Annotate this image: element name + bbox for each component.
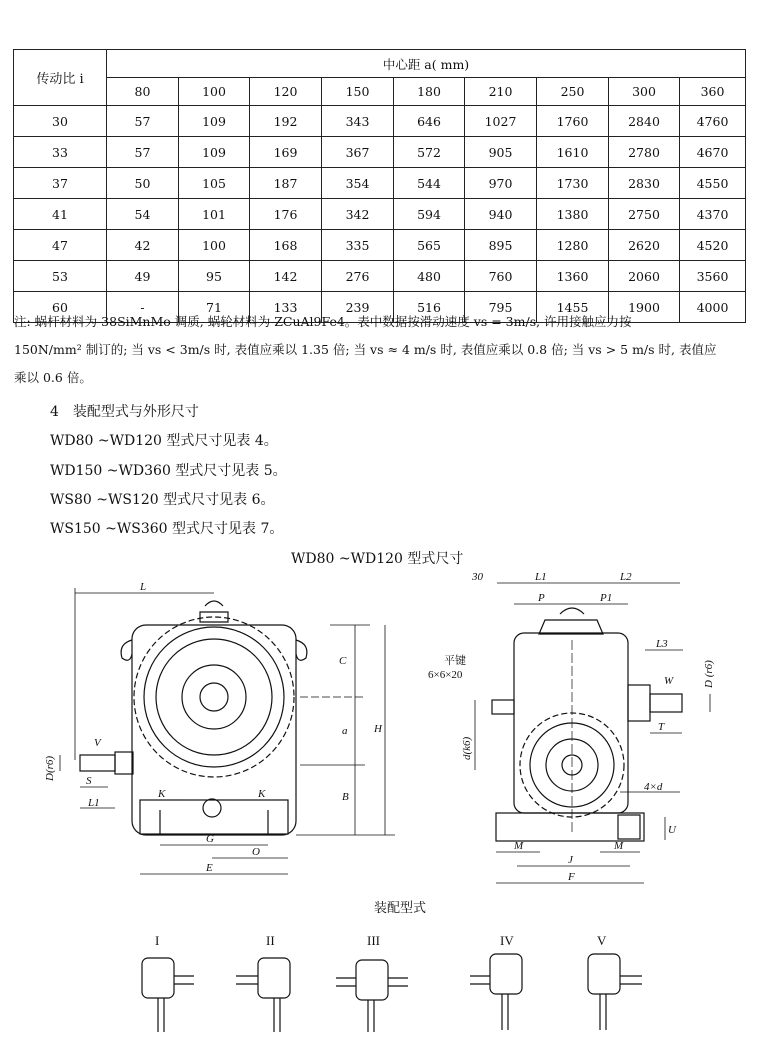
value-cell: 54 (107, 199, 179, 230)
value-cell: 646 (394, 106, 465, 137)
value-cell: 1610 (537, 137, 609, 168)
table-corner: 传动比 i (14, 50, 107, 106)
value-cell: 1900 (609, 292, 680, 323)
value-cell: - (107, 292, 179, 323)
value-cell: 133 (250, 292, 322, 323)
ratio-cell: 60 (14, 292, 107, 323)
value-cell: 795 (465, 292, 537, 323)
value-cell: 100 (179, 230, 250, 261)
column-header: 180 (394, 78, 465, 106)
dim-label: L1 (535, 571, 547, 583)
value-cell: 4760 (680, 106, 746, 137)
value-cell: 565 (394, 230, 465, 261)
value-cell: 480 (394, 261, 465, 292)
value-cell: 109 (179, 137, 250, 168)
value-cell: 187 (250, 168, 322, 199)
value-cell: 516 (394, 292, 465, 323)
value-cell: 2750 (609, 199, 680, 230)
note-line-2: 150N/mm² 制订的; 当 vs < 3m/s 时, 表值应乘以 1.35 倍; 当 vs ≈ 4 m/s 时, 表值应乘以 0.8 倍; 当 vs > 5 m/s 时, 表值应 (14, 342, 717, 357)
value-cell: 2840 (609, 106, 680, 137)
dim-label: C (339, 655, 347, 667)
figure-title: WD80 ~WD120 型式尺寸 (291, 551, 464, 567)
dim-label: F (568, 871, 575, 883)
value-cell: 142 (250, 261, 322, 292)
column-header: 300 (609, 78, 680, 106)
value-cell: 2060 (609, 261, 680, 292)
column-header: 80 (107, 78, 179, 106)
value-cell: 1380 (537, 199, 609, 230)
value-cell: 105 (179, 168, 250, 199)
value-cell: 1760 (537, 106, 609, 137)
value-cell: 2780 (609, 137, 680, 168)
dim-label: V (94, 737, 101, 749)
dim-label: H (374, 723, 382, 735)
ratio-cell: 47 (14, 230, 107, 261)
side-view (492, 608, 682, 841)
assembly-title: 装配型式 (374, 900, 427, 915)
dim-label: W (664, 675, 674, 687)
dim-label: K (258, 788, 266, 800)
dim-label: S (86, 775, 92, 787)
value-cell: 4520 (680, 230, 746, 261)
value-cell: 1360 (537, 261, 609, 292)
ref-line: WD80 ~WD120 型式尺寸见表 4。 (50, 433, 278, 449)
value-cell: 276 (322, 261, 394, 292)
column-header: 120 (250, 78, 322, 106)
note-line-1: 注: 蜗杆材料为 38SiMnMo 调质, 蜗轮材料为 ZCuAl9Fe4。表中数据按滑动速度 vs = 3m/s, 许用接触应力按 (14, 314, 632, 329)
value-cell: 239 (322, 292, 394, 323)
value-cell: 49 (107, 261, 179, 292)
value-cell: 1455 (537, 292, 609, 323)
dim-label: D(r6) (44, 755, 56, 781)
dim-label: d(k6) (461, 736, 473, 760)
dim-label: U (668, 824, 676, 836)
table-span-header: 中心距 a( mm) (107, 50, 746, 78)
value-cell: 168 (250, 230, 322, 261)
value-cell: 192 (250, 106, 322, 137)
ref-line: WS150 ~WS360 型式尺寸见表 7。 (50, 521, 284, 537)
dim-label: 4×d (644, 781, 663, 793)
section-title: 4 装配型式与外形尺寸 (50, 404, 199, 420)
value-cell: 4670 (680, 137, 746, 168)
assembly-type-label: II (266, 933, 275, 948)
value-cell: 1027 (465, 106, 537, 137)
ref-line: WS80 ~WS120 型式尺寸见表 6。 (50, 492, 275, 508)
ratio-cell: 30 (14, 106, 107, 137)
dim-label: L1 (88, 797, 100, 809)
value-cell: 57 (107, 106, 179, 137)
value-cell: 109 (179, 106, 250, 137)
value-cell: 169 (250, 137, 322, 168)
value-cell: 1280 (537, 230, 609, 261)
value-cell: 95 (179, 261, 250, 292)
value-cell: 544 (394, 168, 465, 199)
assembly-type-label: V (597, 933, 607, 948)
side-dimensions (475, 583, 710, 883)
value-cell: 3560 (680, 261, 746, 292)
dim-label: P1 (600, 592, 613, 604)
value-cell: 4000 (680, 292, 746, 323)
dim-label: P (538, 592, 545, 604)
note-line-3: 乘以 0.6 倍。 (14, 370, 92, 385)
value-cell: 2830 (609, 168, 680, 199)
column-header: 210 (465, 78, 537, 106)
dim-label: L (140, 581, 147, 593)
value-cell: 57 (107, 137, 179, 168)
value-cell: 335 (322, 230, 394, 261)
value-cell: 4370 (680, 199, 746, 230)
dim-label: K (158, 788, 166, 800)
dim-label: B (342, 791, 349, 803)
value-cell: 176 (250, 199, 322, 230)
ratio-cell: 41 (14, 199, 107, 230)
assembly-icons (142, 954, 642, 1032)
value-cell: 970 (465, 168, 537, 199)
dim-label: E (206, 862, 213, 874)
value-cell: 367 (322, 137, 394, 168)
dim-label: D (r6) (703, 660, 715, 688)
dim-label: O (252, 846, 260, 858)
dim-label: M (614, 840, 624, 852)
ratio-cell: 37 (14, 168, 107, 199)
assembly-type-label: I (155, 933, 160, 948)
value-cell: 342 (322, 199, 394, 230)
column-header: 250 (537, 78, 609, 106)
value-cell: 905 (465, 137, 537, 168)
value-cell: 572 (394, 137, 465, 168)
value-cell: 50 (107, 168, 179, 199)
value-cell: 594 (394, 199, 465, 230)
column-header: 360 (680, 78, 746, 106)
value-cell: 71 (179, 292, 250, 323)
value-cell: 354 (322, 168, 394, 199)
assembly-type-label: IV (500, 933, 514, 948)
dim-label: 6×6×20 (428, 669, 463, 681)
ratio-cell: 53 (14, 261, 107, 292)
assembly-type-label: III (367, 933, 380, 948)
dim-label: L3 (656, 638, 668, 650)
value-cell: 101 (179, 199, 250, 230)
value-cell: 2620 (609, 230, 680, 261)
value-cell: 940 (465, 199, 537, 230)
value-cell: 4550 (680, 168, 746, 199)
dim-label: L2 (620, 571, 632, 583)
dim-label: M (514, 840, 524, 852)
dim-label: 平键 (444, 655, 466, 667)
value-cell: 760 (465, 261, 537, 292)
dim-label: G (206, 833, 214, 845)
dim-label: T (658, 721, 665, 733)
dim-label: J (568, 854, 573, 866)
column-header: 150 (322, 78, 394, 106)
ref-line: WD150 ~WD360 型式尺寸见表 5。 (50, 463, 287, 479)
dim-label: 30 (472, 571, 483, 583)
value-cell: 1730 (537, 168, 609, 199)
value-cell: 343 (322, 106, 394, 137)
value-cell: 42 (107, 230, 179, 261)
value-cell: 895 (465, 230, 537, 261)
ratio-cell: 33 (14, 137, 107, 168)
column-header: 100 (179, 78, 250, 106)
dim-label: a (342, 725, 348, 737)
